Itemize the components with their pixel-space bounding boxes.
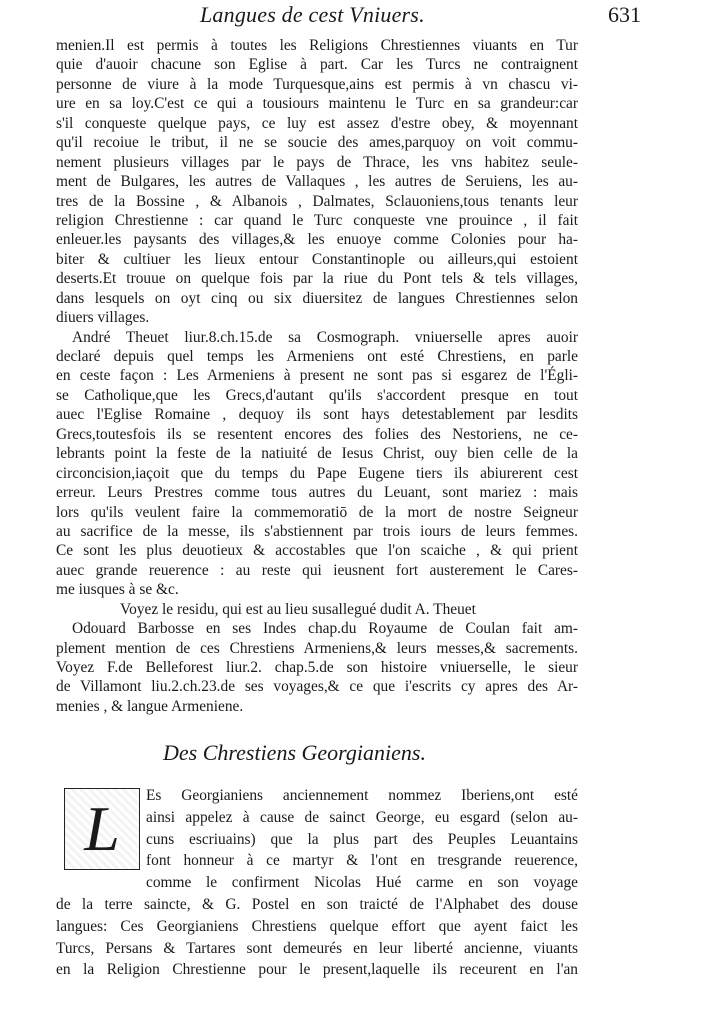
page-number: 631 xyxy=(608,2,641,27)
text-line: erreur. Leurs Prestres comme tous autres du Leuant, sont mariez : mais xyxy=(56,484,578,502)
text-line: ainsi appelez à cause de sainct George, eu esgard (selon au- xyxy=(146,808,578,826)
text-line: en ceste façon : Les Armeniens à present ne sont pas si esgarez de l'Égli- xyxy=(56,367,578,385)
text-line: personne de viure à la mode Turquesque,ains est permis à vn chascu vi- xyxy=(56,75,578,93)
text-line: au sacrifice de la messe, ils s'abstiennent par trois iours de leurs femmes. xyxy=(56,522,578,540)
text-line: Voyez le residu, qui est au lieu susallegué dudit A. Theuet xyxy=(120,600,476,618)
text-line: Turcs, Persans & Tartares sont demeurés en leur liberté ancienne, viuants xyxy=(56,939,578,957)
text-line: nement plusieurs villages par le pays de Thrace, les vns habitez seule- xyxy=(56,153,578,171)
text-line: plement mention de ces Chrestiens Armeniens,& leurs messes,& sacrements. xyxy=(56,639,578,657)
text-line: André Theuet liur.8.ch.15.de sa Cosmograph. vniuerselle apres auoir xyxy=(72,328,578,346)
text-line: diuers villages. xyxy=(56,309,150,327)
text-line: Ce sont les plus deuotieux & accostables que l'on scaiche , & qui prient xyxy=(56,542,578,560)
text-line: comme le confirment Nicolas Hué carme en son voyage xyxy=(146,874,578,892)
text-line: de Villamont liu.2.ch.23.de ses voyages,& ce que i'escrits cy apres des Ar- xyxy=(56,678,578,696)
text-line: religion Chrestienne : car quand le Turc conqueste vne prouince , il fait xyxy=(56,211,578,229)
text-line: circoncision,iaçoit que du temps du Pape Eugene tiers ils abiurerent cest xyxy=(56,464,578,482)
text-line: ment de Bulgares, les autres de Vallaques , les autres de Seruiens, les au- xyxy=(56,173,578,191)
text-line: Odouard Barbosse en ses Indes chap.du Royaume de Coulan fait am- xyxy=(72,620,578,638)
text-line: tres de la Bossine , & Albanois , Dalmates, Sclauoniens,tous tenants leur xyxy=(56,192,578,210)
text-line: quie d'auoir chacune son Eglise à part. Car les Turcs ne contraignent xyxy=(56,56,578,74)
running-title: Langues de cest Vniuers. xyxy=(200,2,425,27)
text-line: de la terre saincte, & G. Postel en son traicté de l'Alphabet des douse xyxy=(56,895,578,913)
text-line: menies , & langue Armeniene. xyxy=(56,697,244,715)
section-heading: Des Chrestiens Georgianiens. xyxy=(163,740,426,765)
decorated-initial: L xyxy=(64,788,140,870)
text-line: Voyez F.de Belleforest liur.2. chap.5.de son histoire vniuerselle, le sieur xyxy=(56,659,578,676)
text-line: ure en sa loy.C'est ce qui a tousiours maintenu le Turc en sa grandeur:car xyxy=(56,95,578,113)
text-line: qu'il recoiue le tribut, il ne se soucie des ames,parquoy on voit commu- xyxy=(56,134,578,152)
text-line: langues: Ces Georgianiens Chrestiens quelque effort que ayent faict les xyxy=(56,917,578,935)
text-line: s'il conqueste quelque pays, ce luy est assez d'estre obey, & moyennant xyxy=(56,114,578,132)
text-line: biter & cultiuer les lieux entour Constantinople ou ailleurs,qui estoient xyxy=(56,250,578,268)
main-text-block xyxy=(56,36,578,716)
text-line: en la Religion Chrestienne pour le present,laquelle ils receurent en l'an xyxy=(56,961,578,979)
text-line: Es Georgianiens anciennement nommez Iberiens,ont esté xyxy=(146,787,578,804)
text-line: deserts.Et trouue on quelque fois par la riue du Pont tels & tels villages, xyxy=(56,270,578,288)
text-line: font honneur à ce martyr & l'ont en tresgrande reuerence, xyxy=(146,852,578,870)
text-line: lors qu'ils veulent faire la commemoratiō de la mort de nostre Seigneur xyxy=(56,503,578,521)
text-line: menien.Il est permis à toutes les Religions Chrestiennes viuants en Tur xyxy=(56,37,578,54)
text-line: se Catholique,que les Grecs,d'autant qu'ils s'accordent presque en tout xyxy=(56,386,578,404)
text-line: lebrants point la feste de la natiuité de Iesus Christ, ouy bien celle de la xyxy=(56,445,578,463)
text-line: cuns escriuains) que la plus part des Peuples Leuantains xyxy=(146,830,578,848)
text-line: auec grande reuerence : au reste qui ieusnent fort austerement le Cares- xyxy=(56,561,578,579)
section-text-block xyxy=(56,785,578,981)
text-line: dans lesquels on oyt cinq ou six diuersitez de langues Chrestiennes selon xyxy=(56,289,578,307)
text-line: declaré depuis quel temps les Armeniens ont esté Chrestiens, en parle xyxy=(56,348,578,365)
text-line: enleuer.les paysants des villages,& les enuoye comme Colonies pour ha- xyxy=(56,231,578,249)
text-line: Grecs,toutesfois ils se resentent encores des folies des Nestoriens, ne ce- xyxy=(56,425,578,443)
text-line: me iusques à se &c. xyxy=(56,581,179,599)
text-line: auec l'Eglise Romaine , dequoy ils sont hays detestablement par lesdits xyxy=(56,406,578,424)
